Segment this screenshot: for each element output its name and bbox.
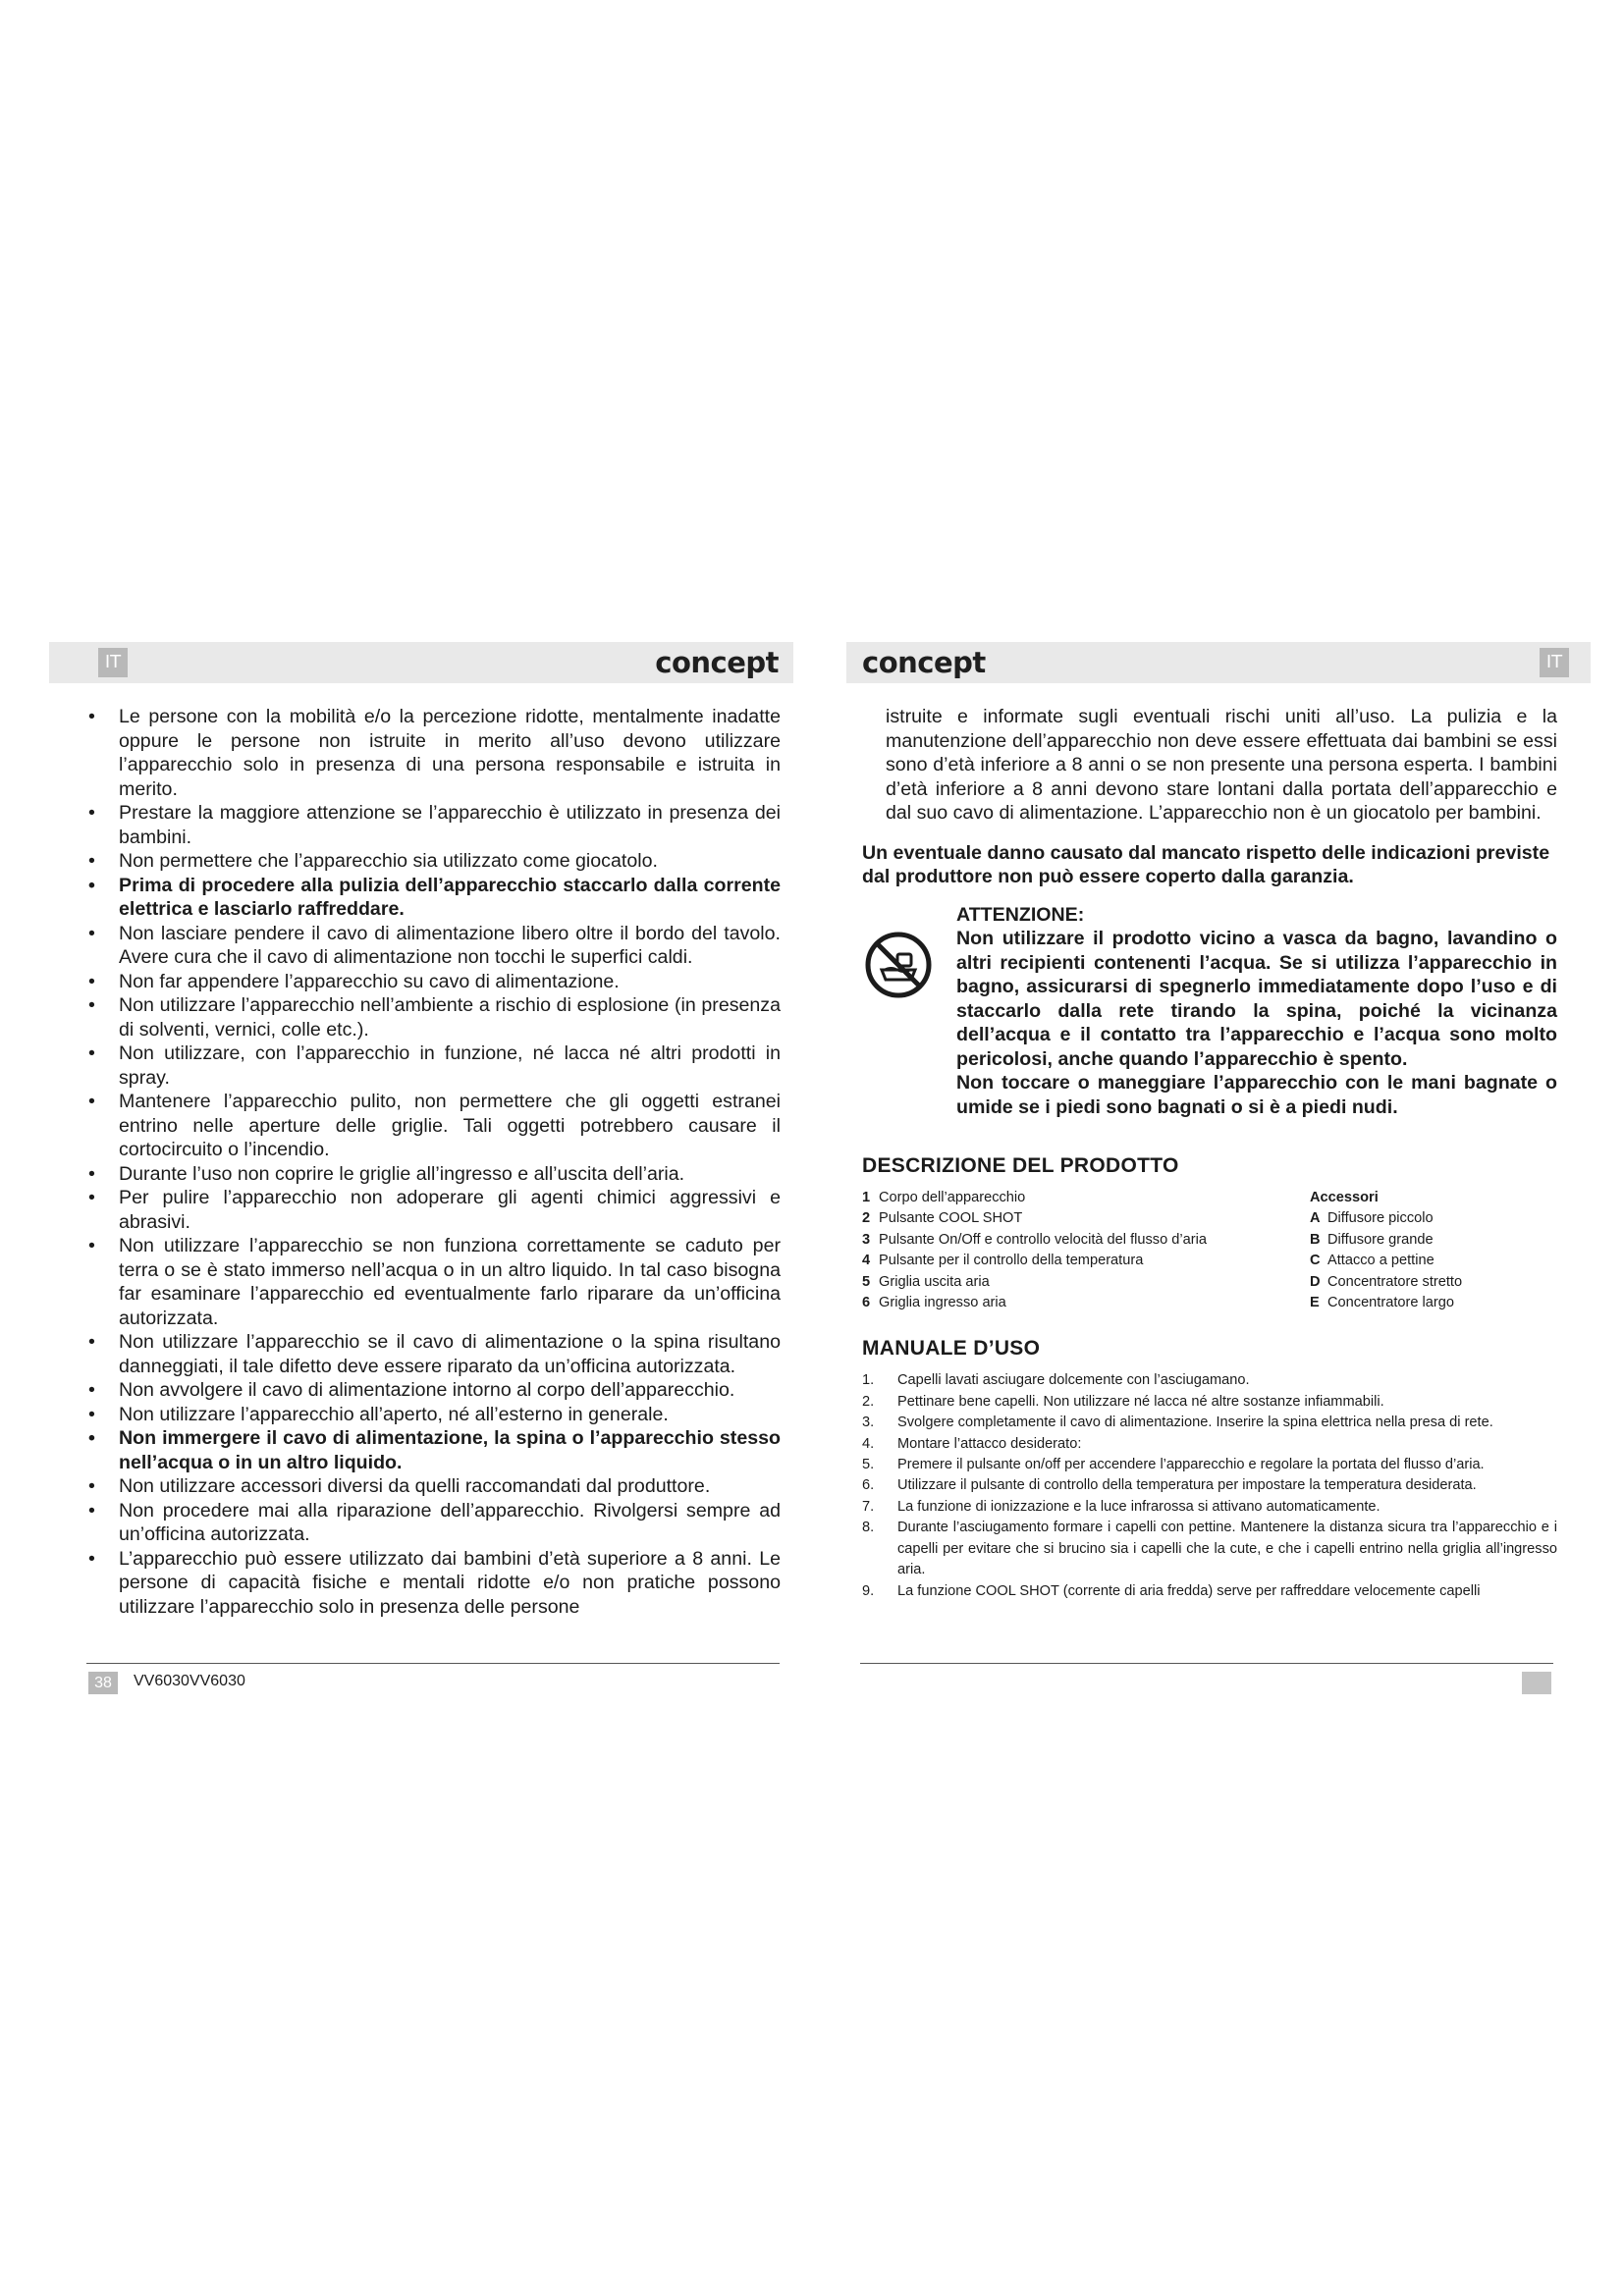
safety-rule-item: • Le persone con la mobilità e/o la percezione ridotte, mentalmente inadatte oppure le persone non istruite in merito all’uso devono utilizzare l’apparecchio solo in presenza di una persona responsabile e istruita in merito. (88, 705, 781, 801)
part-item (862, 1230, 1310, 1251)
step-text: La funzione COOL SHOT (corrente di aria fredda) serve per raffreddare velocemente capelli (897, 1582, 1481, 1599)
safety-rule-item: • Prima di procedere alla pulizia dell’apparecchio staccarlo dalla corrente elettrica e lasciarlo raffreddare. (88, 874, 781, 922)
part-number: 4 (862, 1253, 871, 1269)
accessory-label: Diffusore piccolo (1327, 1210, 1434, 1227)
warning-text: Non utilizzare il prodotto vicino a vasca da bagno, lavandino o altri recipienti contenenti l’acqua. Se si utilizza l’apparecchio in bagno, assicurarsi di spegnerlo immediatamente dopo l’uso e di staccarlo dalla rete tirando la spina, poiché la vicinanza dell’acqua e il contatto tra l’apparecchio e l’acqua sono molto pericolosi, anche quando l’apparecchio è spento. (956, 928, 1557, 1070)
part-number: 3 (862, 1231, 871, 1248)
part-label: Griglia ingresso aria (879, 1295, 1006, 1311)
accessory-label: Attacco a pettine (1327, 1253, 1435, 1269)
safety-rules-list (88, 705, 781, 1619)
part-number: 5 (862, 1273, 871, 1290)
part-label: Pulsante On/Off e controllo velocità del flusso d’aria (879, 1231, 1207, 1248)
user-manual-title: MANUALE D’USO (862, 1337, 1041, 1361)
safety-rule-item: • Non far appendere l’apparecchio su cavo di alimentazione. (88, 970, 781, 994)
manual-steps-list (862, 1370, 1557, 1601)
step-number: 6. (862, 1477, 875, 1494)
accessory-item (1310, 1230, 1462, 1251)
safety-rule-item: • Durante l’uso non coprire le griglie all’ingresso e all’uscita dell’aria. (88, 1162, 781, 1187)
step-number: 2. (862, 1393, 875, 1410)
no-bath-icon (864, 931, 933, 999)
step-text: Montare l’attacco desiderato: (897, 1435, 1082, 1452)
safety-rule-item: • Non utilizzare l’apparecchio se il cavo di alimentazione o la spina risultano danneggiati, il tale difetto deve essere riparato da un’officina autorizzata. (88, 1330, 781, 1378)
part-item (862, 1208, 1310, 1229)
safety-rule-item: • Non avvolgere il cavo di alimentazione intorno al corpo dell’apparecchio. (88, 1378, 781, 1403)
accessory-item (1310, 1293, 1462, 1313)
safety-rule-item: • Non utilizzare, con l’apparecchio in funzione, né lacca né altri prodotti in spray. (88, 1041, 781, 1090)
accessory-letter: B (1310, 1231, 1321, 1248)
step-number: 3. (862, 1415, 875, 1431)
header-bar-right (846, 642, 1591, 683)
safety-rule-item: • Prestare la maggiore attenzione se l’apparecchio è utilizzato in presenza dei bambini. (88, 801, 781, 849)
manual-step (862, 1518, 1557, 1580)
warning-title: ATTENZIONE: (956, 903, 1085, 926)
step-text: Capelli lavati asciugare dolcemente con l’asciugamano. (897, 1372, 1250, 1389)
page-number-badge-right (1522, 1672, 1551, 1694)
safety-rule-item: • Non lasciare pendere il cavo di alimentazione libero oltre il bordo del tavolo. Avere cura che il cavo di alimentazione non tocchi le superfici caldi. (88, 922, 781, 970)
language-badge: IT (98, 648, 128, 677)
left-column (88, 705, 781, 1619)
accessory-item (1310, 1272, 1462, 1293)
accessory-label: Concentratore largo (1327, 1295, 1454, 1311)
step-text: Utilizzare il pulsante di controllo della temperatura per impostare la temperatura desiderata. (897, 1477, 1477, 1494)
parts-main-list (862, 1188, 1310, 1313)
manual-step (862, 1475, 1557, 1496)
model-number: VV6030VV6030 (134, 1673, 245, 1689)
step-text: Svolgere completamente il cavo di alimentazione. Inserire la spina elettrica nella presa di rete. (897, 1415, 1493, 1431)
header-bar-left (49, 642, 793, 683)
step-text: Premere il pulsante on/off per accendere l’apparecchio e regolare la portata del flusso d’aria. (897, 1457, 1485, 1473)
brand-logo: concept (862, 646, 986, 679)
language-badge: IT (1540, 648, 1569, 677)
step-number: 4. (862, 1435, 875, 1452)
safety-rule-item: • Mantenere l’apparecchio pulito, non permettere che gli oggetti estranei entrino nelle aperture delle griglie. Tali oggetti potrebbero causare il cortocircuito o l’incendio. (88, 1090, 781, 1162)
accessory-item (1310, 1251, 1462, 1271)
step-text: Durante l’asciugamento formare i capelli con pettine. Mantenere la distanza sicura tra l’apparecchio e i capelli per evitare che si brucino sia i capelli che la cute, e che i capelli entrino nella griglia all’ingresso aria. (897, 1520, 1557, 1578)
product-description-title: DESCRIZIONE DEL PRODOTTO (862, 1154, 1179, 1177)
manual-step (862, 1370, 1557, 1391)
accessories-list (1310, 1188, 1462, 1313)
accessory-letter: D (1310, 1273, 1321, 1290)
right-column (862, 705, 1557, 1602)
brand-logo: concept (655, 646, 779, 679)
accessory-label: Concentratore stretto (1327, 1273, 1463, 1290)
part-number: 1 (862, 1190, 871, 1205)
page-number: 38 (88, 1672, 118, 1694)
safety-rule-item: • Non utilizzare l’apparecchio nell’ambiente a rischio di esplosione (in presenza di solventi, vernici, colle etc.). (88, 993, 781, 1041)
accessory-letter: A (1310, 1210, 1321, 1227)
accessory-letter: C (1310, 1253, 1321, 1269)
step-number: 5. (862, 1457, 875, 1473)
parts-list (862, 1188, 1557, 1313)
part-number: 2 (862, 1210, 871, 1227)
step-text: La funzione di ionizzazione e la luce infrarossa si attivano automaticamente. (897, 1498, 1380, 1515)
accessory-item (1310, 1208, 1462, 1229)
part-item (862, 1272, 1310, 1293)
manual-step (862, 1581, 1557, 1602)
step-text: Pettinare bene capelli. Non utilizzare né lacca né altre sostanze infiammabili. (897, 1393, 1384, 1410)
part-item (862, 1188, 1310, 1208)
safety-rule-item: • Non utilizzare l’apparecchio se non funziona correttamente se caduto per terra o se è stato immerso nell’acqua o in un altro liquido. In tal caso bisogna far esaminare l’apparecchio ed eventualmente farlo riparare da un’officina autorizzata. (88, 1234, 781, 1330)
part-label: Pulsante COOL SHOT (879, 1210, 1023, 1227)
safety-rule-item: • Non procedere mai alla riparazione dell’apparecchio. Rivolgersi sempre ad un’officina autorizzata. (88, 1499, 781, 1547)
manual-step (862, 1434, 1557, 1455)
step-number: 7. (862, 1498, 875, 1515)
accessory-label: Diffusore grande (1327, 1231, 1434, 1248)
continuation-paragraph: istruite e informate sugli eventuali rischi uniti all’uso. La pulizia e la manutenzione dell’apparecchio non deve essere effettuata dai bambini se essi sono d’età inferiore a 8 anni o se non presente una persona esperta. I bambini d’età inferiore a 8 anni devono stare lontani dalla portata dell’apparecchio e dal suo cavo di alimentazione. L’apparecchio non è un giocatolo per bambini. (886, 706, 1557, 824)
accessory-letter: E (1310, 1295, 1320, 1311)
manual-step (862, 1497, 1557, 1518)
safety-rule-item: • Non utilizzare l’apparecchio all’aperto, né all’esterno in generale. (88, 1403, 781, 1427)
safety-rule-item: • Non immergere il cavo di alimentazione, la spina o l’apparecchio stesso nell’acqua o in un altro liquido. (88, 1426, 781, 1474)
part-label: Corpo dell’apparecchio (879, 1190, 1026, 1205)
safety-rule-item: • Non permettere che l’apparecchio sia utilizzato come giocatolo. (88, 849, 781, 874)
safety-rule-item: • Non utilizzare accessori diversi da quelli raccomandati dal produttore. (88, 1474, 781, 1499)
part-number: 6 (862, 1295, 871, 1311)
part-item (862, 1293, 1310, 1313)
safety-rule-item: • L’apparecchio può essere utilizzato dai bambini d’età superiore a 8 anni. Le persone di capacità fisiche e mentali ridotte e/o non pratiche possono utilizzare l’apparecchio solo in presenza delle persone (88, 1547, 781, 1620)
manual-step (862, 1455, 1557, 1475)
step-number: 1. (862, 1372, 875, 1389)
part-item (862, 1251, 1310, 1271)
manual-step (862, 1413, 1557, 1433)
warning-block (862, 903, 1557, 1120)
footer-divider-left (86, 1663, 780, 1664)
footer-divider-right (860, 1663, 1553, 1664)
part-label: Griglia uscita aria (879, 1273, 990, 1290)
step-number: 8. (862, 1520, 875, 1536)
accessories-title: Accessori (1310, 1190, 1379, 1205)
safety-rule-item: • Per pulire l’apparecchio non adoperare gli agenti chimici aggressivi e abrasivi. (88, 1186, 781, 1234)
manual-step (862, 1392, 1557, 1413)
step-number: 9. (862, 1582, 875, 1599)
warning-text-hands: Non toccare o maneggiare l’apparecchio con le mani bagnate o umide se i piedi sono bagnati o si è a piedi nudi. (956, 1072, 1557, 1118)
warranty-notice: Un eventuale danno causato dal mancato rispetto delle indicazioni previste dal produttore non può essere coperto dalla garanzia. (862, 841, 1550, 887)
part-label: Pulsante per il controllo della temperatura (879, 1253, 1144, 1269)
